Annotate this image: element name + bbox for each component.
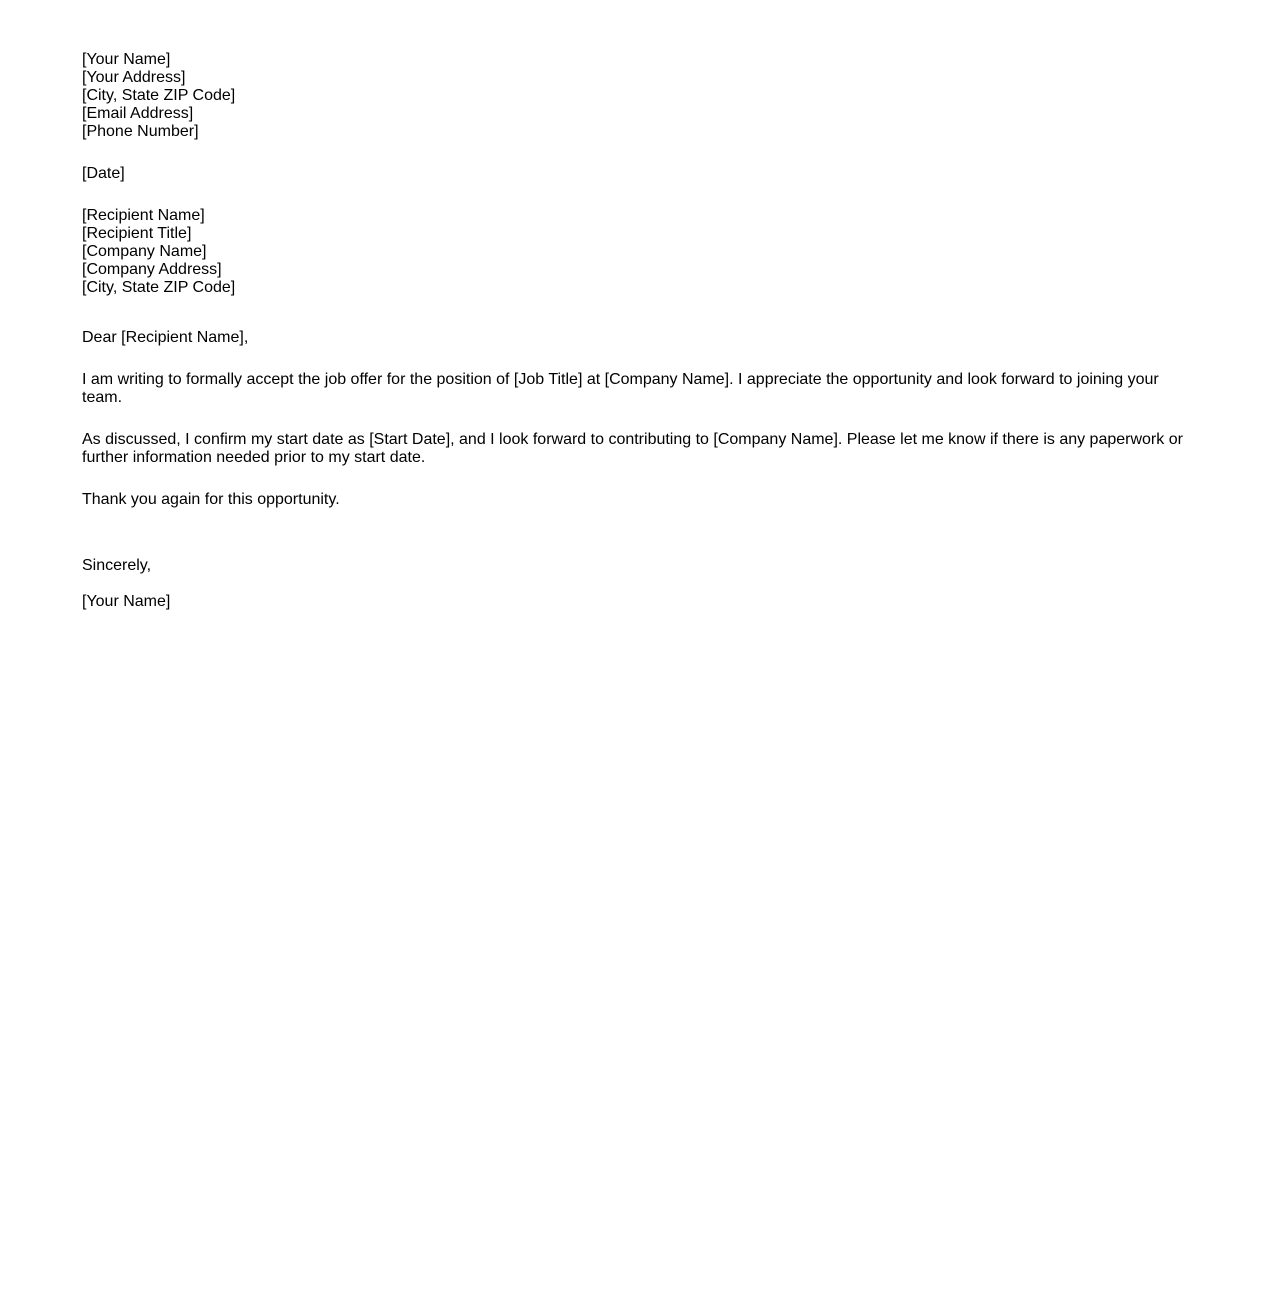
- sender-address: [Your Address]: [82, 69, 186, 86]
- recipient-company: [Company Name]: [82, 243, 207, 260]
- body-paragraph: Thank you again for this opportunity.: [82, 491, 340, 508]
- recipient-city-state-zip: [City, State ZIP Code]: [82, 279, 236, 296]
- sender-city-state-zip: [City, State ZIP Code]: [82, 87, 236, 104]
- closing: Sincerely,: [82, 557, 152, 574]
- sender-email: [Email Address]: [82, 105, 194, 122]
- sender-phone: [Phone Number]: [82, 123, 199, 140]
- signature: [Your Name]: [82, 593, 171, 610]
- recipient-name: [Recipient Name]: [82, 207, 205, 224]
- letter-date: [82, 165, 1192, 183]
- letter-document: [82, 51, 1192, 611]
- body-paragraph: I am writing to formally accept the job offer for the position of [Job Title] at [Company Name]. I appreciate the opportunity and look forward to joining your team.: [82, 371, 1159, 406]
- recipient-title: [Recipient Title]: [82, 225, 192, 242]
- date-text: [Date]: [82, 165, 125, 182]
- sender-name: [Your Name]: [82, 51, 171, 68]
- salutation: Dear [Recipient Name],: [82, 329, 249, 346]
- recipient-company-address: [Company Address]: [82, 261, 222, 278]
- recipient-address-block: [82, 207, 1192, 297]
- sender-address-block: [82, 51, 1192, 141]
- body-paragraph: As discussed, I confirm my start date as [Start Date], and I look forward to contributing to [Company Name]. Please let me know if there is any paperwork or further information needed prior to my start date.: [82, 431, 1183, 466]
